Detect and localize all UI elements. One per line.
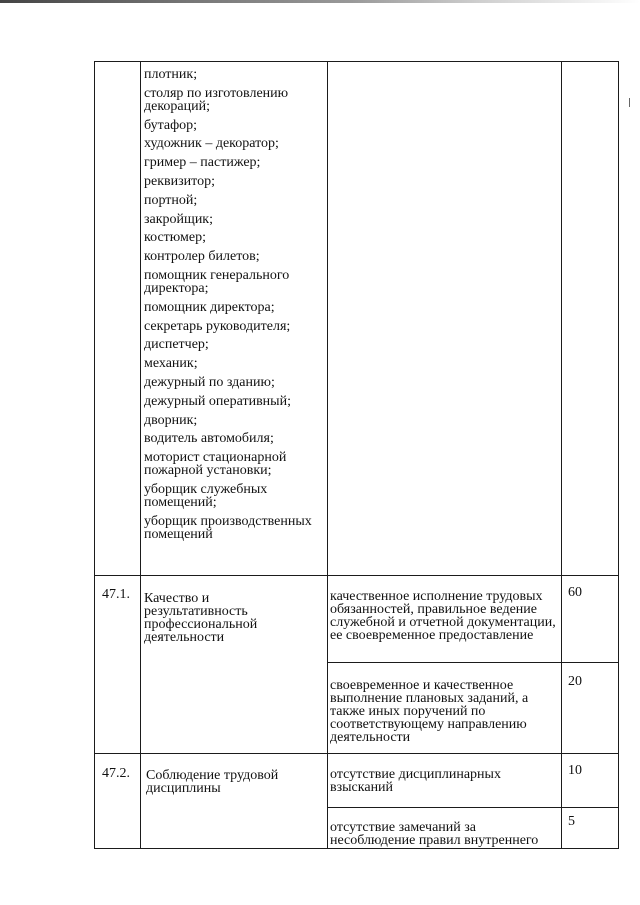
positions-list [144, 68, 320, 547]
list-item: уборщик производственных помещений [144, 513, 312, 542]
list-item: помощник генерального директора; [144, 267, 290, 296]
list-item: дежурный оперативный; [144, 393, 291, 409]
table-border-bottom [94, 848, 619, 849]
list-item: диспетчер; [144, 337, 209, 353]
list-item: реквизитор; [144, 173, 215, 189]
list-item: гример – пастижер; [144, 155, 261, 171]
indicator-text: своевременное и качественное выполнение плановых заданий, а также иных поручений по соответствующему направлению деятельности [330, 678, 529, 745]
list-item: столяр по изготовлению декораций; [144, 85, 289, 114]
list-item: художник – декоратор; [144, 136, 279, 152]
list-item: закройщик; [144, 211, 214, 227]
margin-mark [629, 98, 633, 107]
table-border-right [618, 61, 619, 849]
table-border-left [94, 61, 95, 849]
points-value: 10 [568, 763, 582, 778]
list-item: костюмер; [144, 230, 207, 246]
indicator-text: качественное исполнение трудовых обязанностей, правильное ведение служебной и отчетной документации, ее своевременное предоставление [330, 589, 556, 643]
points-value: 60 [568, 585, 582, 600]
row-divider-47-2 [94, 753, 619, 754]
list-item: уборщик служебных помещений; [144, 481, 268, 510]
indicator-text: отсутствие замечаний за несоблюдение правил внутреннего [330, 820, 539, 848]
table-border-top [94, 61, 619, 62]
row-divider-47-1 [94, 575, 619, 576]
indicator-divider-47-1 [327, 662, 619, 663]
list-item: моторист стационарной пожарной установки; [144, 450, 287, 479]
scan-top-edge [0, 0, 640, 3]
criteria-table [94, 61, 619, 849]
row-number: 47.2. [102, 766, 130, 781]
points-value: 20 [568, 674, 582, 689]
column-divider-criterion [327, 61, 328, 849]
indicator-text: отсутствие дисциплинарных взысканий [330, 767, 501, 795]
criterion-text: Соблюдение трудовой дисциплины [146, 768, 279, 796]
list-item: дежурный по зданию; [144, 374, 275, 390]
list-item: портной; [144, 192, 198, 208]
list-item: секретарь руководителя; [144, 318, 291, 334]
criterion-text: Качество и результативность профессиональной деятельности [144, 591, 258, 645]
list-item: помощник директора; [144, 299, 275, 315]
list-item: бутафор; [144, 117, 198, 133]
row-number: 47.1. [102, 587, 130, 602]
list-item: водитель автомобиля; [144, 431, 274, 447]
list-item: дворник; [144, 412, 198, 428]
column-divider-number [140, 61, 141, 849]
points-value: 5 [568, 814, 575, 829]
list-item: плотник; [144, 67, 198, 82]
indicator-divider-47-2 [327, 807, 619, 808]
list-item: контролер билетов; [144, 249, 260, 265]
list-item: механик; [144, 356, 198, 372]
column-divider-points [561, 61, 562, 849]
